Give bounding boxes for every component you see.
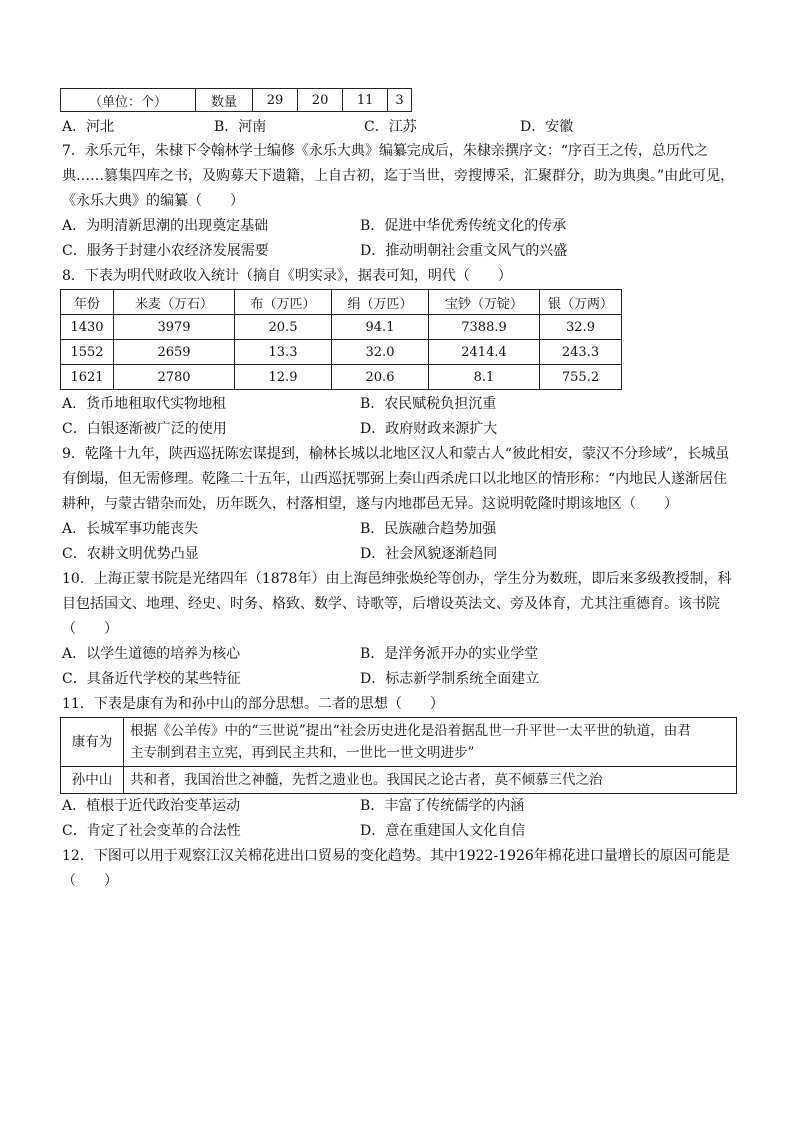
option-d[interactable]: D．社会风貌逐渐趋同	[360, 546, 498, 562]
column-header: 银（万两）	[540, 290, 622, 315]
option-b[interactable]: B．民族融合趋势加强	[360, 521, 497, 537]
table-cell: 2780	[114, 365, 235, 390]
question-text: 9．乾隆十九年，陕西巡抚陈宏谋提到，榆林长城以北地区汉人和蒙古人“彼此相安，蒙汉不分珍域”，长城虽	[62, 446, 730, 462]
thought-table	[60, 717, 737, 794]
table-cell: 2414.4	[429, 340, 540, 365]
table-cell: 20.5	[235, 315, 332, 340]
table-cell: 32.9	[540, 315, 622, 340]
option-b[interactable]: B．促进中华优秀传统文化的传承	[360, 218, 567, 234]
table-cell: 12.9	[235, 365, 332, 390]
option-b[interactable]: B．河南	[214, 119, 267, 135]
thought-text	[124, 767, 737, 794]
option-c[interactable]: C．服务于封建小农经济发展需要	[62, 243, 269, 259]
option-c[interactable]: C．江苏	[364, 119, 417, 135]
option-a[interactable]: A．植根于近代政治变革运动	[62, 798, 241, 814]
option-a[interactable]: A．以学生道德的培养为核心	[62, 646, 241, 662]
column-header: 布（万匹）	[235, 290, 332, 315]
table-row	[61, 340, 622, 365]
table-cell: （单位：个）	[61, 89, 196, 112]
question-text: 10．上海正蒙书院是光绪四年（1878年）由上海邑绅张焕纶等创办，学生分为数班，即后来多级教授制，科	[62, 571, 732, 587]
option-d[interactable]: D．标志新学制系统全面建立	[360, 671, 540, 687]
option-d[interactable]: D．意在重建国人文化自信	[360, 823, 526, 839]
table-row	[61, 718, 737, 767]
option-b[interactable]: B．农民赋税负担沉重	[360, 396, 497, 412]
option-c[interactable]: C．肯定了社会变革的合法性	[62, 823, 241, 839]
option-a[interactable]: A．河北	[62, 119, 115, 135]
finance-table	[60, 289, 622, 390]
table-row	[61, 365, 622, 390]
table-cell: 1430	[61, 315, 114, 340]
option-c[interactable]: C．白银逐渐被广泛的使用	[62, 421, 227, 437]
question-text: 12．下图可以用于观察江汉关棉花进出口贸易的变化趋势。其中1922-1926年棉花进口量增长的原因可能是	[62, 848, 730, 864]
question-text: 有倒塌，但无需修理。乾隆二十五年，山西巡抚鄂弼上奏山西杀虎口以北地区的情形称：“内地民人遂渐居住	[62, 471, 728, 487]
question-text: 11．下表是康有为和孙中山的部分思想。二者的思想（ ）	[62, 696, 444, 712]
table-cell: 3979	[114, 315, 235, 340]
option-b[interactable]: B．是洋务派开办的实业学堂	[360, 646, 539, 662]
question-text: 目包括国文、地理、经史、时务、格致、数学、诗歌等，后增设英法文、旁及体育，尤其注重德育。该书院	[62, 596, 720, 612]
option-c[interactable]: C．具备近代学校的某些特征	[62, 671, 241, 687]
table-row	[61, 767, 737, 794]
option-a[interactable]: A．长城军事功能丧失	[62, 521, 199, 537]
table-cell: 7388.9	[429, 315, 540, 340]
table-cell: 32.0	[332, 340, 429, 365]
table-cell: 3	[388, 89, 412, 112]
table-row	[61, 89, 412, 112]
option-d[interactable]: D．安徽	[520, 119, 574, 135]
column-header: 绢（万匹）	[332, 290, 429, 315]
column-header: 年份	[61, 290, 114, 315]
table-cell: 243.3	[540, 340, 622, 365]
table-cell: 8.1	[429, 365, 540, 390]
table-cell: 2659	[114, 340, 235, 365]
thought-text	[124, 718, 737, 767]
table-cell: 1621	[61, 365, 114, 390]
table-cell: 20.6	[332, 365, 429, 390]
table-cell: 1552	[61, 340, 114, 365]
quantity-table	[60, 88, 412, 112]
table-cell: 20	[298, 89, 343, 112]
question-text: （ ）	[62, 873, 118, 889]
column-header: 米麦（万石）	[114, 290, 235, 315]
question-text: 耕种，与蒙古错杂而处，历年既久，村落相望，遂与内地郡邑无异。这说明乾隆时期该地区（ ）	[62, 496, 678, 512]
table-cell: 数量	[196, 89, 253, 112]
question-text: 8．下表为明代财政收入统计（摘自《明实录》，据表可知，明代（ ）	[62, 268, 512, 284]
option-c[interactable]: C．农耕文明优势凸显	[62, 546, 199, 562]
option-d[interactable]: D．推动明朝社会重文风气的兴盛	[360, 243, 568, 259]
table-cell: 13.3	[235, 340, 332, 365]
table-cell: 29	[253, 89, 298, 112]
person-name: 孙中山	[61, 767, 124, 794]
option-b[interactable]: B．丰富了传统儒学的内涵	[360, 798, 525, 814]
question-text: 典……篡集四库之书，及购募天下遗籍，上自古初，迄于当世，旁搜博采，汇聚群分，助为典奥。”由此可见，	[62, 168, 735, 184]
question-text: 《永乐大典》的编纂（ ）	[62, 193, 244, 209]
table-cell: 11	[343, 89, 388, 112]
thought-line: 共和者，我国治世之神髓，先哲之遗业也。我国民之论古者，莫不倾慕三代之治	[130, 772, 603, 788]
question-text: （ ）	[62, 621, 118, 637]
person-name: 康有为	[61, 718, 124, 767]
table-cell: 94.1	[332, 315, 429, 340]
option-a[interactable]: A．为明清新思潮的出现奠定基础	[62, 218, 269, 234]
option-a[interactable]: A．货币地租取代实物地租	[62, 396, 227, 412]
table-cell: 755.2	[540, 365, 622, 390]
table-header-row	[61, 290, 622, 315]
column-header: 宝钞（万锭）	[429, 290, 540, 315]
thought-line: 主专制到君主立宪，再到民主共和，一世比一世文明进步”	[130, 745, 475, 761]
option-d[interactable]: D．政府财政来源扩大	[360, 421, 498, 437]
question-text: 7．永乐元年，朱棣下令翰林学士编修《永乐大典》编纂完成后，朱棣亲撰序文：“序百王之传，总历代之	[62, 143, 709, 159]
table-row	[61, 315, 622, 340]
thought-line: 根据《公羊传》中的“三世说”提出“社会历史进化是沿着据乱世一升平世一太平世的轨道，由君	[130, 723, 691, 739]
